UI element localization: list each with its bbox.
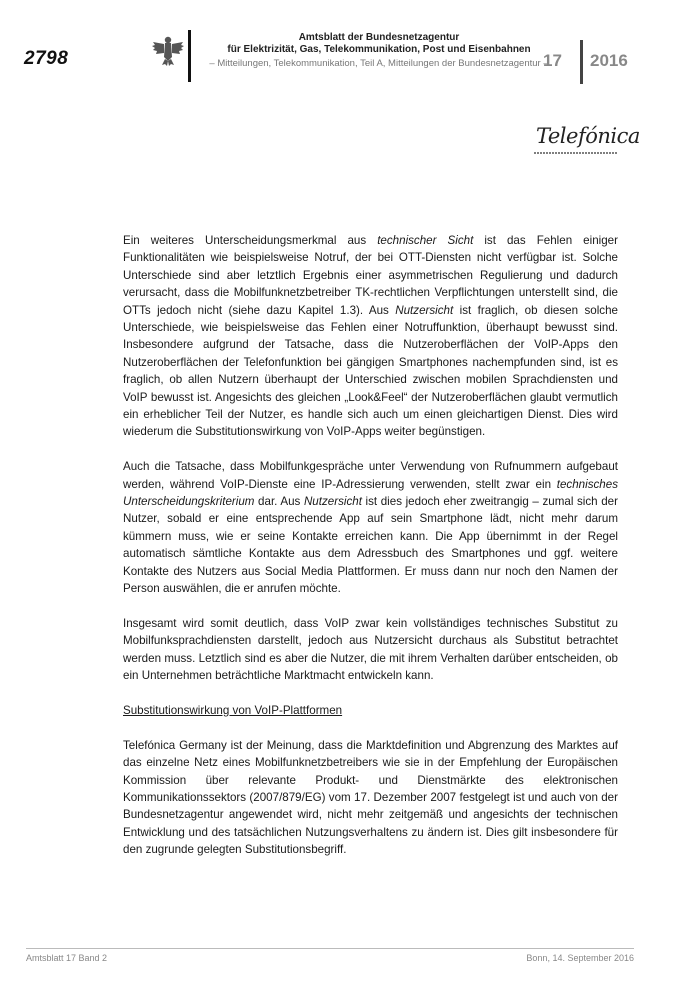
text-run: ist das Fehlen einiger Funktionalitäten wie beispielsweise Notruf, der bei OTT-Diensten nicht verfügbar ist. Solche Unterschiede sind aber letztlich Ergebnis einer asymmetrischen Regulierung und dadurch verursacht, dass die Mobilfunknetzbetreiber TK-rechtlichen Verpflichtungen unterstellt sind, die OTTs jedoch nicht (siehe dazu Kapitel 1.3). Aus	[123, 234, 618, 317]
text-run: ist dies jedoch eher zweitrangig – zumal sich der Nutzer, sobald er eine entsprechende App auf sein Smartphone lädt, nicht mehr darum kümmern muss, wie er seine Kontakte erreichen kann. Die App übernimmt in der Regel automatisch sämtliche Kontakte aus dem Adressbuch des Smartphones und ggf. weitere Kontakte des Nutzers aus Social Media Plattformen. Er muss dann nur noch den Namen der Person auswählen, die er anrufen möchte.	[123, 495, 618, 596]
text-run: Insgesamt wird somit deutlich, dass VoIP zwar kein vollständiges technisches Substitut zu Mobilfunksprachdiensten darstellt, jedoch aus Nutzersicht durchaus als Substitut betrachtet werden muss. Letztlich sind es aber die Nutzer, die mit ihrem Verhalten darüber entscheiden, ob ein Unternehmen beträchtliche Marktmacht entwickeln kann.	[123, 616, 618, 683]
section-heading: Substitutionswirkung von VoIP-Plattformen	[123, 703, 343, 717]
issue-number: 17	[543, 51, 562, 70]
paragraph-3	[123, 615, 618, 685]
header-divider-right	[580, 40, 583, 84]
page-number: 2798	[24, 48, 69, 69]
issue-year: 2016	[590, 51, 628, 70]
federal-eagle-icon	[150, 33, 186, 69]
footer-date: Bonn, 14. September 2016	[526, 953, 634, 963]
paragraph-1	[123, 232, 618, 441]
header-divider-left	[188, 30, 191, 82]
gazette-subtitle: – Mitteilungen, Telekommunikation, Teil A, Mitteilungen der Bundesnetzagentur –	[209, 58, 549, 69]
text-run: Auch die Tatsache, dass Mobilfunkgespräche unter Verwendung von Rufnummern aufgebaut werden, während VoIP-Dienste eine IP-Adressierung verwenden, stellt zwar ein	[123, 460, 618, 491]
gazette-title-line2: für Elektrizität, Gas, Telekommunikation, Post und Eisenbahnen	[227, 44, 531, 55]
text-run: dar. Aus	[254, 495, 304, 509]
text-run: Telefónica Germany ist der Meinung, dass die Marktdefinition und Abgrenzung des Marktes auf das einzelne Netz eines Mobilfunknetzbetreibers wie sie in der Empfehlung der Europäischen Kommission über relevante Produkt- und Dienstmärkte des elektronischen Kommunikationssektors (2007/879/EG) vom 17. Dezember 2007 festgelegt ist und auch von der Bundesnetzagentur angewendet wird, nicht mehr zeitgemäß und angesichts der technischen Entwicklung und des tatsächlichen Nutzungsverhaltens zu ändern ist. Dies gilt insbesondere für den zugrunde gelegten Substitutionsbegriff.	[123, 738, 618, 857]
footer-publication: Amtsblatt 17 Band 2	[26, 953, 108, 963]
emphasis-text: Nutzersicht	[303, 495, 362, 509]
telefonica-logo: Telefónica	[536, 124, 640, 148]
footer-divider	[26, 948, 634, 949]
body-text	[123, 232, 618, 876]
text-run: ist fraglich, ob diesen solche Unterschiede, wie beispielsweise das Fehlen einer Notruffunktion, überhaupt bewusst sind. Insbesondere aufgrund der Tatsache, dass die Nutzeroberflächen der VoIP-Apps den Nutzeroberflächen der Telefonfunktion bei gängigen Smartphones nachempfunden sind, ist es fraglich, ob allen Nutzern überhaupt der Unterschied zwischen mobilen Sprachdiensten und VoIP bewusst ist. Angesichts des gleichen „Look&Feel“ der Nutzeroberflächen glaubt vermutlich ein erheblicher Teil der Nutzer, es handle sich auch um einen gleichartigen Dienst. Dies wird wiederum die Substitutionswirkung von VoIP-Apps weiter begünstigen.	[123, 303, 618, 439]
paragraph-2	[123, 458, 618, 597]
paragraph-4	[123, 737, 618, 859]
emphasis-text: Nutzersicht	[395, 303, 454, 317]
logo-underline	[534, 152, 618, 154]
emphasis-text: technischer Sicht	[377, 234, 474, 247]
gazette-title-line1: Amtsblatt der Bundesnetzagentur	[298, 32, 460, 43]
text-run: Ein weiteres Unterscheidungsmerkmal aus	[123, 234, 378, 247]
emphasis-text: technisches Unterscheidungskriterium	[123, 477, 618, 509]
gazette-title	[196, 32, 562, 56]
